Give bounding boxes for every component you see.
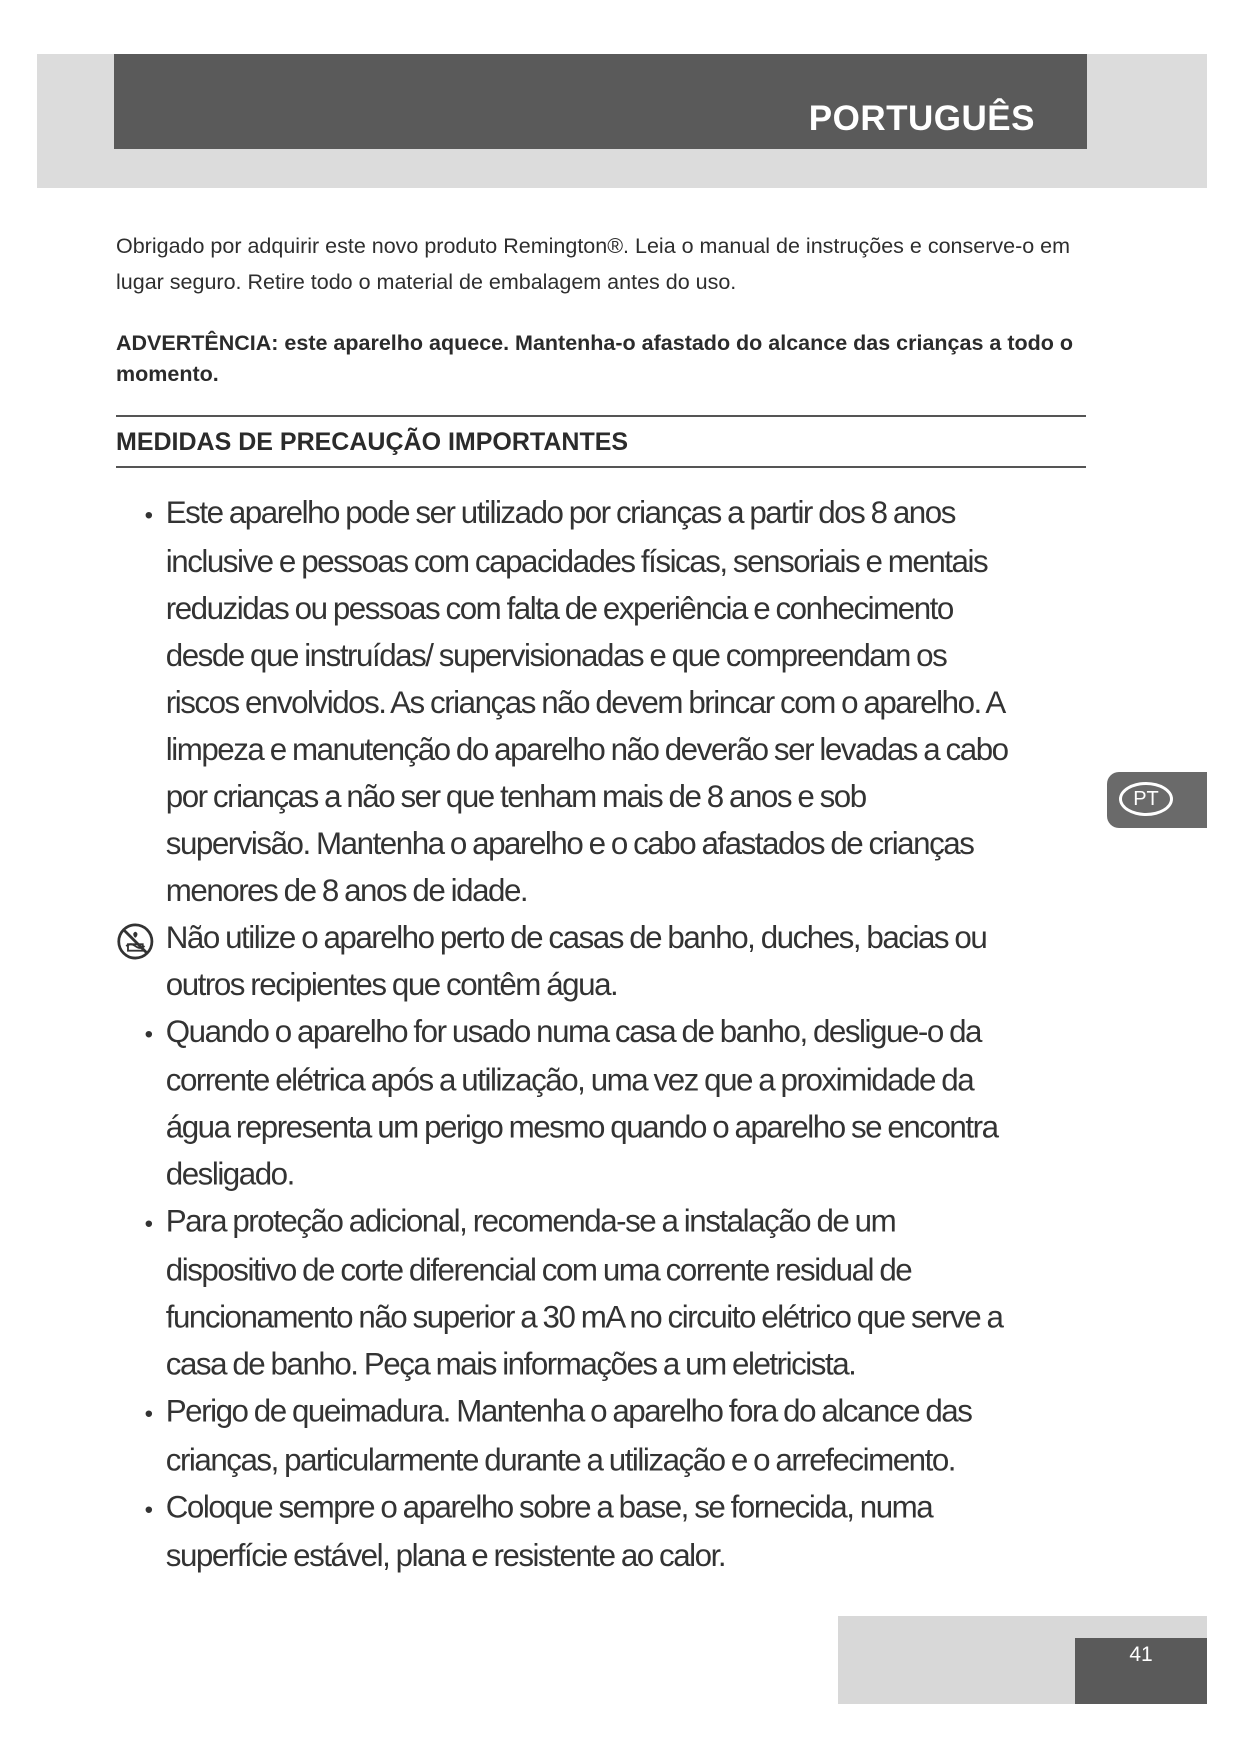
list-item-text: Quando o aparelho for usado numa casa de banho, desligue-o da corrente elétrica após a utilização, uma vez que a proximidade da água representa um perigo mesmo quando o aparelho se encontra desligado. bbox=[165, 1014, 998, 1193]
bullet: • bbox=[144, 1495, 152, 1523]
list-item-text: Perigo de queimadura. Mantenha o aparelho fora do alcance das crianças, particularmente durante a utilização e o arrefecimento. bbox=[165, 1393, 972, 1478]
language-title: PORTUGUÊS bbox=[808, 99, 1035, 138]
section-title: MEDIDAS DE PRECAUÇÃO IMPORTANTES bbox=[116, 428, 629, 456]
warning-paragraph: ADVERTÊNCIA: este aparelho aquece. Mantenha-o afastado do alcance das crianças a todo o momento. bbox=[116, 331, 1074, 386]
list-item-text: Não utilize o aparelho perto de casas de banho, duches, bacias ou outros recipientes que contêm água. bbox=[165, 920, 987, 1003]
language-tab bbox=[1107, 772, 1207, 828]
list-item bbox=[116, 1009, 1014, 1199]
list-item bbox=[116, 915, 1014, 1009]
list-item-text: Este aparelho pode ser utilizado por crianças a partir dos 8 anos inclusive e pessoas com capacidades físicas, sensoriais e mentais reduzidas ou pessoas com falta de experiência e conhecimento desde que instruídas/ supervisionadas e que compreendam os riscos envolvidos. As crianças não devem brincar com o aparelho. A limpeza e manutenção do aparelho não deverão ser levadas a cabo por crianças a não ser que tenham mais de 8 anos e sob supervisão. Mantenha o aparelho e o cabo afastados de crianças menores de 8 anos de idade. bbox=[165, 495, 1008, 909]
bullet: • bbox=[144, 501, 152, 529]
footer-bar bbox=[1075, 1638, 1207, 1704]
list-item-text: Para proteção adicional, recomenda-se a instalação de um dispositivo de corte diferencial com uma corrente residual de funcionamento não superior a 30 mA no circuito elétrico que serve a casa de banho. Peça mais informações a um eletricista. bbox=[165, 1204, 1003, 1382]
header-bar bbox=[114, 54, 1087, 149]
list-item bbox=[116, 1484, 1014, 1580]
bullet: • bbox=[144, 1019, 152, 1048]
list-item bbox=[116, 490, 1014, 915]
intro-paragraph: Obrigado por adquirir este novo produto Remington®. Leia o manual de instruções e conserve-o em lugar seguro. Retire todo o material de embalagem antes do uso. bbox=[116, 234, 1071, 294]
language-tab-label: PT bbox=[1119, 782, 1173, 816]
page-number: 41 bbox=[1129, 1643, 1153, 1666]
list-item bbox=[116, 1199, 1014, 1389]
precautions-list bbox=[116, 490, 1014, 1580]
section-rule-top bbox=[116, 415, 1086, 417]
section-rule-bottom bbox=[116, 466, 1086, 468]
bullet: • bbox=[144, 1399, 152, 1428]
no-water-icon bbox=[116, 922, 155, 961]
bullet: • bbox=[144, 1209, 152, 1238]
list-item-text: Coloque sempre o aparelho sobre a base, se fornecida, numa superfície estável, plana e resistente ao calor. bbox=[165, 1489, 933, 1574]
list-item bbox=[116, 1388, 1014, 1484]
